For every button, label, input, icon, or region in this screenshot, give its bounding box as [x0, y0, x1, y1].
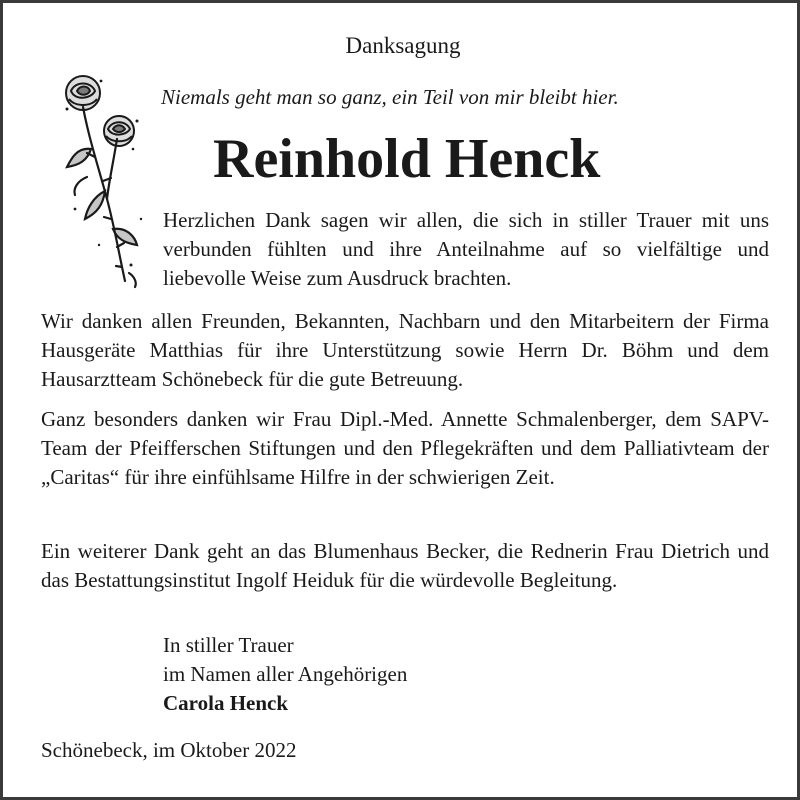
thanks-intro: Herzlichen Dank sagen wir allen, die sich in stiller Trauer mit uns verbunden fühlten und ihre Anteilnahme auf so vielfältige und liebevolle Weise zum Ausdruck brachten.: [163, 208, 769, 290]
rose-icon: [47, 69, 157, 289]
thanks-paragraph-friends: Wir danken allen Freunden, Bekannten, Nachbarn und den Mitarbeitern der Firma Hausgeräte Matthias für ihre Unterstützung sowie Herrn Dr. Böhm und dem Hausarztteam Schönebeck für die gute Betreuung.: [41, 309, 769, 391]
signature-line-mourning: In stiller Trauer: [163, 633, 294, 657]
place-date: Schönebeck, im Oktober 2022: [41, 738, 297, 762]
signature-block: [163, 631, 563, 718]
signer-name: Carola Henck: [163, 691, 289, 715]
heading: Danksagung: [345, 33, 461, 58]
signature-line-family: im Namen aller Angehörigen: [163, 662, 408, 686]
thanks-paragraph-service: Ein weiterer Dank geht an das Blumenhaus Becker, die Rednerin Frau Dietrich und das Bestattungsinstitut Ingolf Heiduk für die würdevolle Begleitung.: [41, 539, 769, 592]
thanks-paragraph-care: Ganz besonders danken wir Frau Dipl.-Med. Annette Schmalenberger, dem SAPV-Team der Pfeifferschen Stiftungen und den Pflegekräften und dem Palliativteam der „Caritas“ für ihre einfühlsame Hilfre in der schwierigen Zeit.: [41, 407, 769, 489]
deceased-name: Reinhold Henck: [213, 128, 601, 190]
motto: Niemals geht man so ganz, ein Teil von mir bleibt hier.: [161, 85, 619, 109]
